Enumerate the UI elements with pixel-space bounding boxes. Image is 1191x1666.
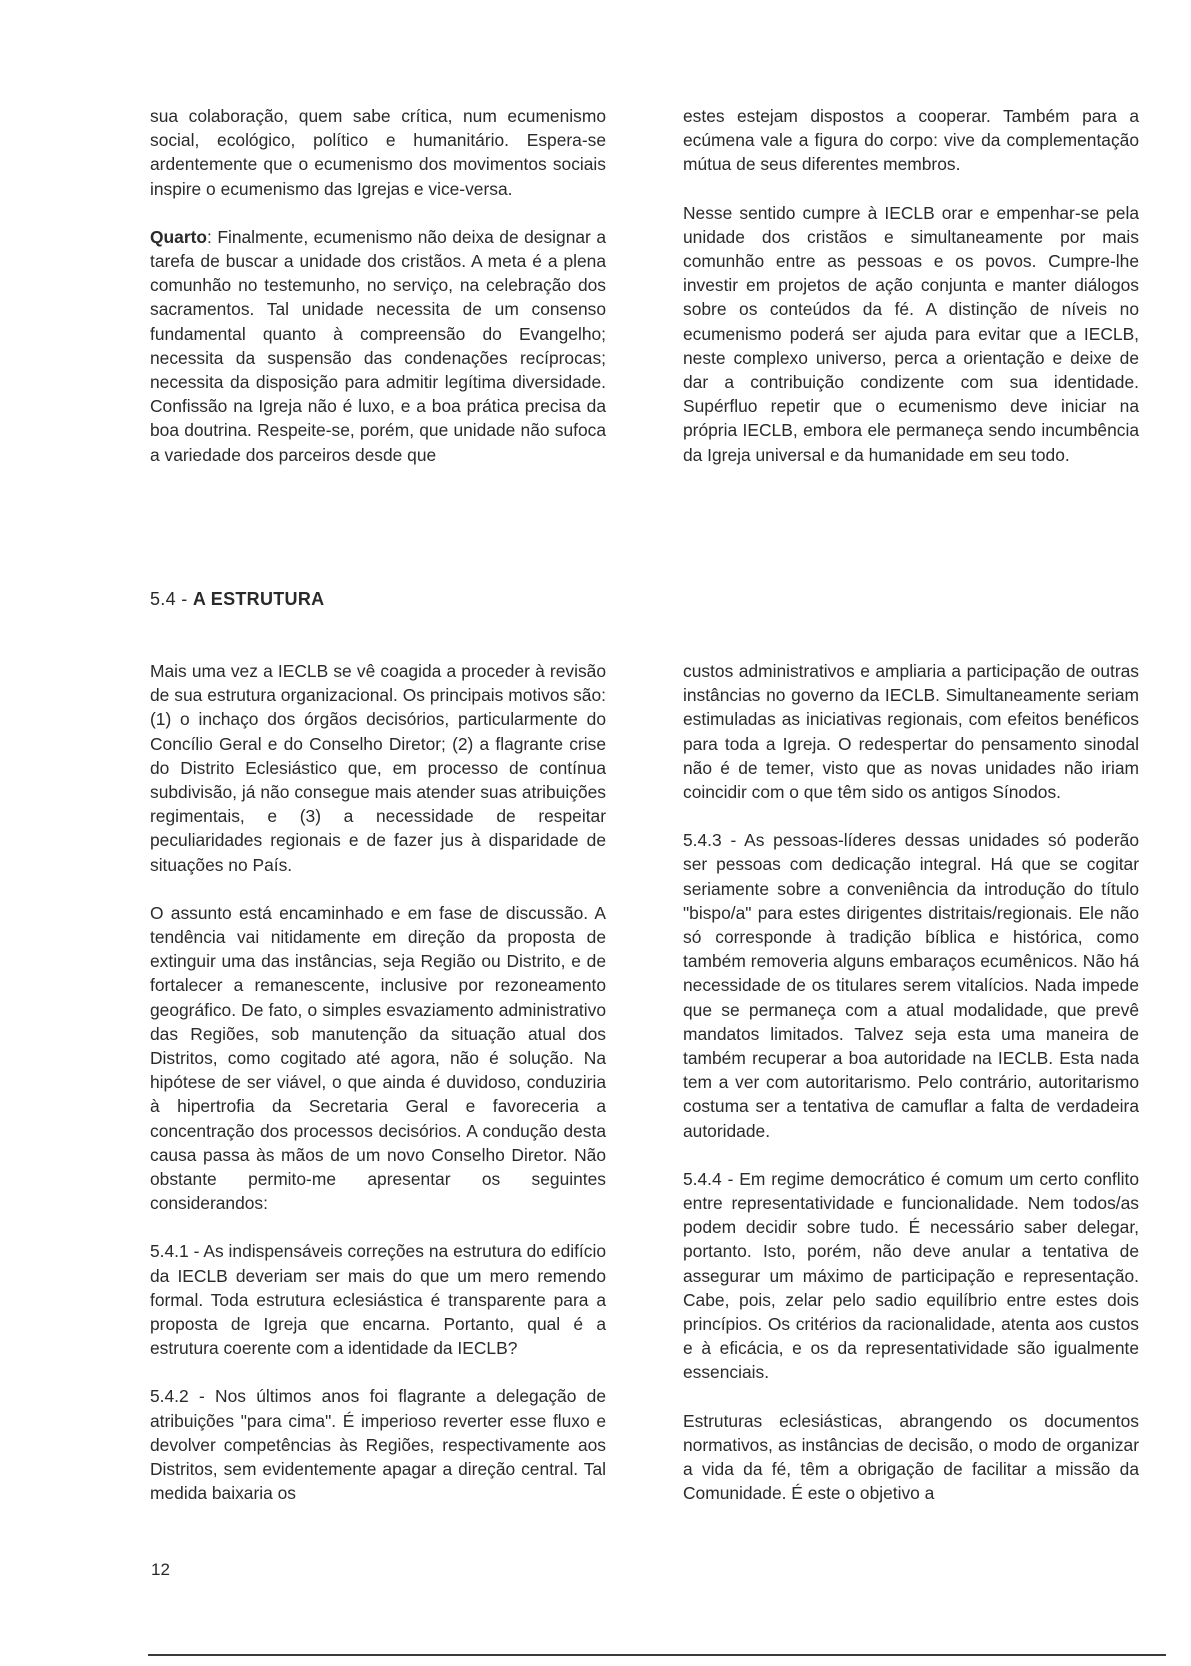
paragraph-lead: Quarto xyxy=(150,226,208,247)
paragraph: Nesse sentido cumpre à IECLB orar e empenhar-se pela unidade dos cristãos e simultaneamente por mais comunhão entre as pessoas e os povos. Cumpre-lhe investir em projetos de ação conjunta e manter diálogos sobre os conteúdos da fé. A distinção de níveis no ecumenismo poderá ser ajuda para evitar que a IECLB, neste complexo universo, perca a orientação e deixe de dar a contribuição condizente com sua identidade. Supérfluo repetir que o ecumenismo deve iniciar na própria IECLB, embora ele permaneça sendo incumbência da Igreja universal e da humanidade em seu todo. xyxy=(683,202,1139,465)
paragraph: estes estejam dispostos a cooperar. Também para a ecúmena vale a figura do corpo: vive da complementação mútua de seus diferentes membros. xyxy=(683,106,1139,175)
bottom-right-column xyxy=(683,659,1139,1506)
paragraph: Estruturas eclesiásticas, abrangendo os documentos normativos, as instâncias de decisão, o modo de organizar a vida da fé, têm a obrigação de facilitar a missão da Comunidade. É este o objetivo a xyxy=(683,1410,1139,1504)
paragraph: custos administrativos e ampliaria a participação de outras instâncias no governo da IECLB. Simultaneamente seriam estimuladas as iniciativas regionais, com efeitos benéficos para toda a Igreja. O redespertar do pensamento sinodal não é de temer, visto que as novas unidades não iriam coincidir com o que têm sido os antigos Sínodos. xyxy=(683,661,1139,803)
paragraph: Mais uma vez a IECLB se vê coagida a proceder à revisão de sua estrutura organizacional. Os principais motivos são: (1) o inchaço dos órgãos decisórios, particularmente do Concílio Geral e do Conselho Diretor; (2) a flagrante crise do Distrito Eclesiástico que, em processo de contínua subdivisão, já não consegue mais atender suas atribuições regimentais, e (3) a necessidade de respeitar peculiaridades regionais e de fazer jus à disparidade de situações no País. xyxy=(150,661,606,875)
section-title: A ESTRUTURA xyxy=(192,589,325,609)
bottom-divider xyxy=(148,1654,1166,1656)
paragraph: 5.4.1 - As indispensáveis correções na estrutura do edifício da IECLB deveriam ser mais do que um mero remendo formal. Toda estrutura eclesiástica é transparente para a proposta de Igreja que encarna. Portanto, qual é a estrutura coerente com a identidade da IECLB? xyxy=(150,1241,606,1359)
bottom-left-column xyxy=(150,659,606,1506)
paragraph: 5.4.4 - Em regime democrático é comum um certo conflito entre representatividade e funcionalidade. Nem todos/as podem decidir sobre tudo. É necessário saber delegar, portanto. Isto, porém, não deve anular a tentativa de assegurar um máximo de participação e representação. Cabe, pois, zelar pelo sadio equilíbrio entre estes dois princípios. Os critérios da racionalidade, atenta aos custos e à eficácia, e os da representatividade são igualmente essenciais. xyxy=(683,1168,1139,1383)
section-heading xyxy=(150,587,324,611)
paragraph-text: : Finalmente, ecumenismo não deixa de designar a tarefa de buscar a unidade dos cristãos. A meta é a plena comunhão no testemunho, no serviço, na celebração dos sacramentos. Tal unidade necessita de um consenso fundamental quanto à compreensão do Evangelho; necessita da suspensão das condenações recíprocas; necessita da disposição para admitir legítima diversidade. Confissão na Igreja não é luxo, e a boa prática precisa da boa doutrina. Respeite-se, porém, que unidade não sufoca a variedade dos parceiros desde que xyxy=(150,226,606,465)
paragraph: 5.4.2 - Nos últimos anos foi flagrante a delegação de atribuições "para cima". É imperioso reverter esse fluxo e devolver competências às Regiões, respectivamente aos Distritos, sem evidentemente apagar a direção central. Tal medida baixaria os xyxy=(150,1386,606,1504)
paragraph xyxy=(150,225,606,467)
top-right-column xyxy=(683,104,1139,467)
page-number: 12 xyxy=(151,1560,170,1579)
paragraph: 5.4.3 - As pessoas-líderes dessas unidades só poderão ser pessoas com dedicação integral. Há que se cogitar seriamente sobre a conveniência da introdução do título "bispo/a" para estes dirigentes distritais/regionais. Ele não só corresponde à tradição bíblica e histórica, como também removeria alguns embaraços ecumênicos. Não há necessidade de os titulares serem vitalícios. Nada impede que se permaneça com a atual modalidade, que prevê mandatos limitados. Talvez seja esta uma maneira de também recuperar a boa autoridade na IECLB. Esta nada tem a ver com autoritarismo. Pelo contrário, autoritarismo costuma ser a tentativa de camuflar a falta de verdadeira autoridade. xyxy=(683,830,1139,1141)
section-number: 5.4 - xyxy=(150,589,193,609)
paragraph: sua colaboração, quem sabe crítica, num ecumenismo social, ecológico, político e humanitário. Espera-se ardentemente que o ecumenismo dos movimentos sociais inspire o ecumenismo das Igrejas e vice-versa. xyxy=(150,106,606,199)
paragraph: O assunto está encaminhado e em fase de discussão. A tendência vai nitidamente em direção da proposta de extinguir uma das instâncias, seja Região ou Distrito, e de fortalecer a remanescente, inclusive por rezoneamento geográfico. De fato, o simples esvaziamento administrativo das Regiões, sob manutenção da situação atual dos Distritos, como cogitado até agora, não é solução. Na hipótese de ser viável, o que ainda é duvidoso, conduziria à hipertrofia da Secretaria Geral e favoreceria a concentração dos processos decisórios. A condução desta causa passa às mãos de um novo Conselho Diretor. Não obstante permito-me apresentar os seguintes considerandos: xyxy=(150,902,606,1214)
top-left-column xyxy=(150,104,606,467)
